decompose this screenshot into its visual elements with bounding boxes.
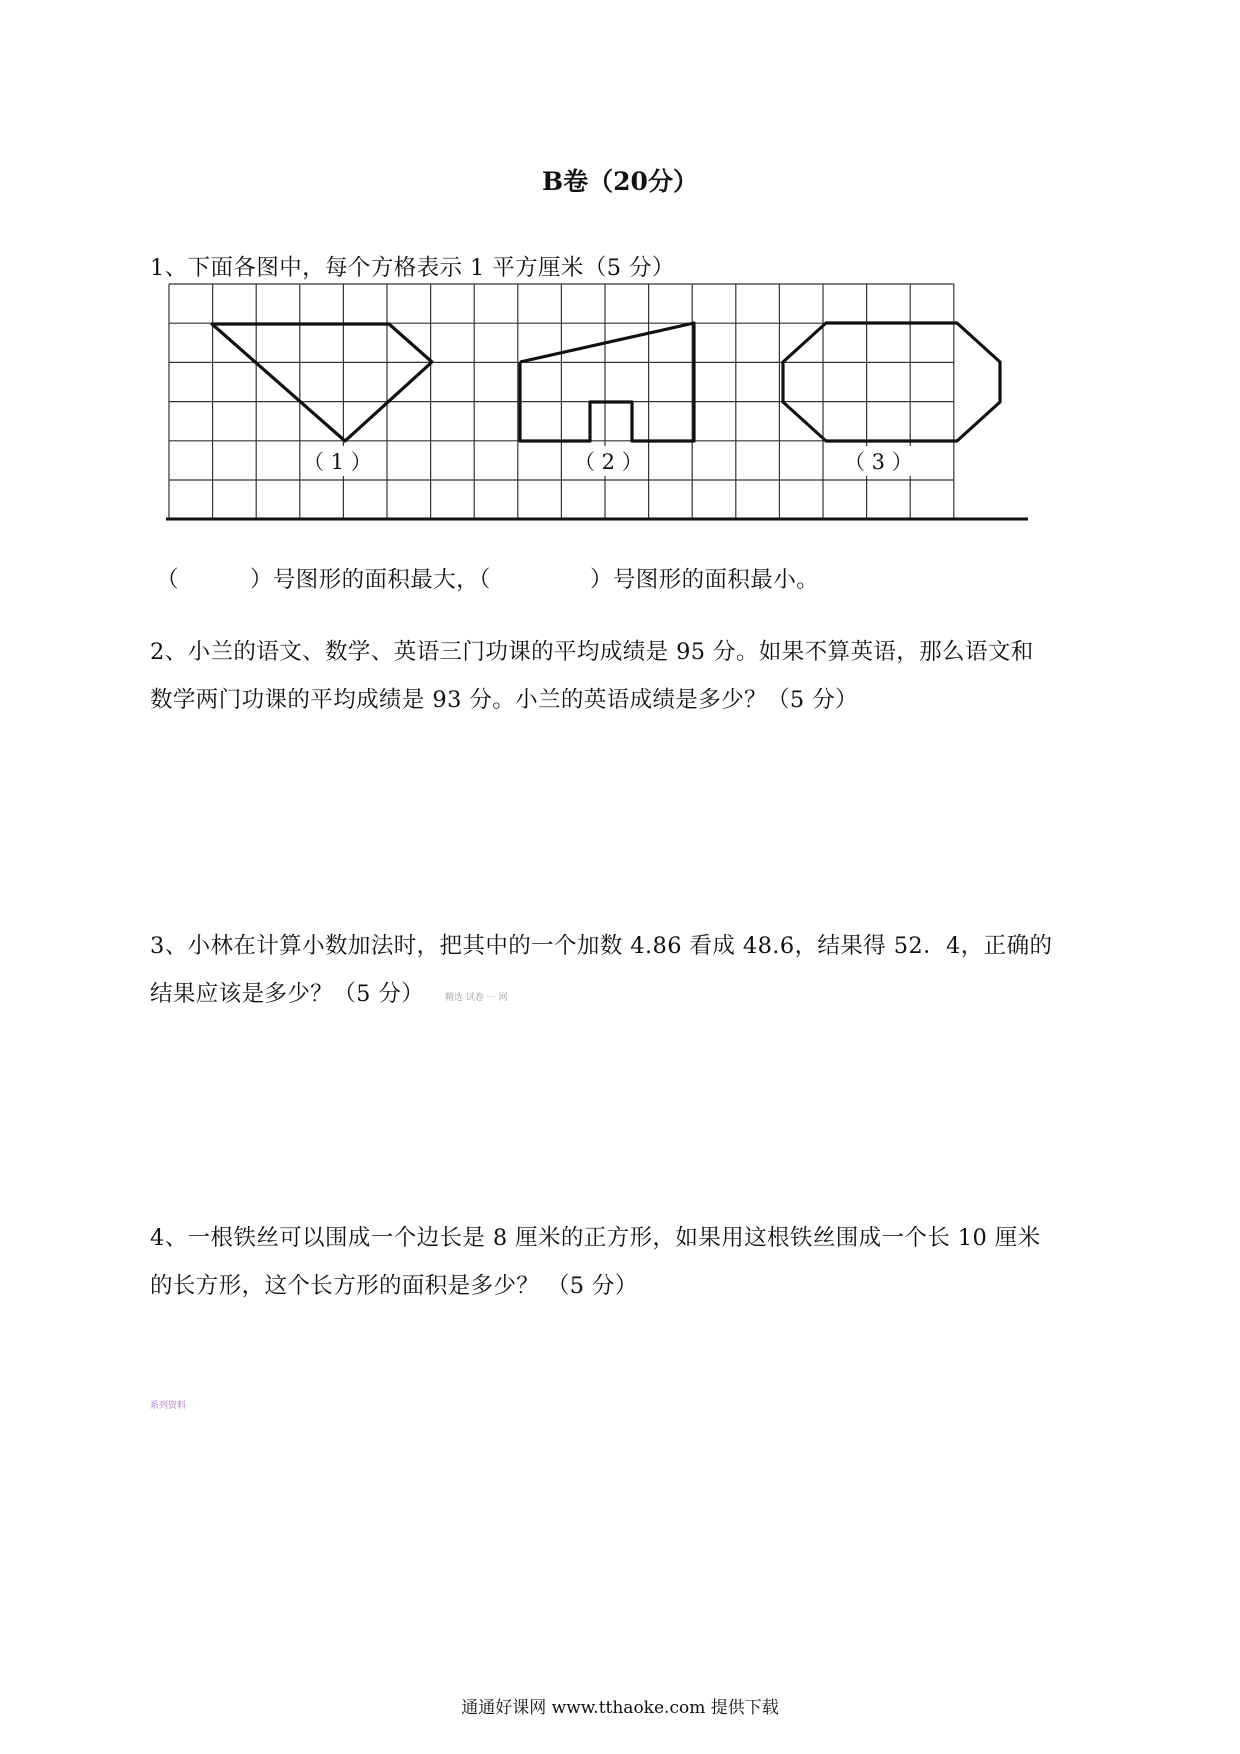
shape-2 [520,323,694,441]
answer-line-part2: ）号图形的面积最小。 [590,567,820,593]
answer-blank-open: （ [156,567,179,593]
figure-label-3: （ 3 ） [844,446,913,476]
page-title: B卷（20分） [542,167,698,196]
page-footer: 通通好课网 www.tthaoke.com 提供下载 [461,1698,779,1718]
question-4-line-1: 4、一根铁丝可以围成一个边长是 8 厘米的正方形，如果用这根铁丝围成一个长 10 厘米 [150,1225,1041,1251]
question-4-line-2: 的长方形，这个长方形的面积是多少？ （5 分） [150,1273,638,1299]
faint-watermark-text: 精选 试卷 一 网 [445,993,508,1003]
square-grid [169,284,954,519]
answer-line-part1: ）号图形的面积最大，（ [250,567,491,593]
question-1-text: 1、下面各图中，每个方格表示 1 平方厘米（5 分） [150,255,675,281]
shape-3 [783,323,1000,441]
figure-label-2: （ 2 ） [574,446,643,476]
question-2-line-1: 2、小兰的语文、数学、英语三门功课的平均成绩是 95 分。如果不算英语，那么语文和 [150,639,1034,665]
shape-1 [212,324,432,441]
question-3-line-2: 结果应该是多少？（5 分） [150,981,425,1007]
faint-note: 系列资料 [150,1401,187,1411]
figure-label-1: （ 1 ） [303,446,372,476]
question-3-line-1: 3、小林在计算小数加法时，把其中的一个加数 4.86 看成 48.6，结果得 52．4，正确的 [150,933,1053,959]
question-2-line-2: 数学两门功课的平均成绩是 93 分。小兰的英语成绩是多少？（5 分） [150,687,859,713]
